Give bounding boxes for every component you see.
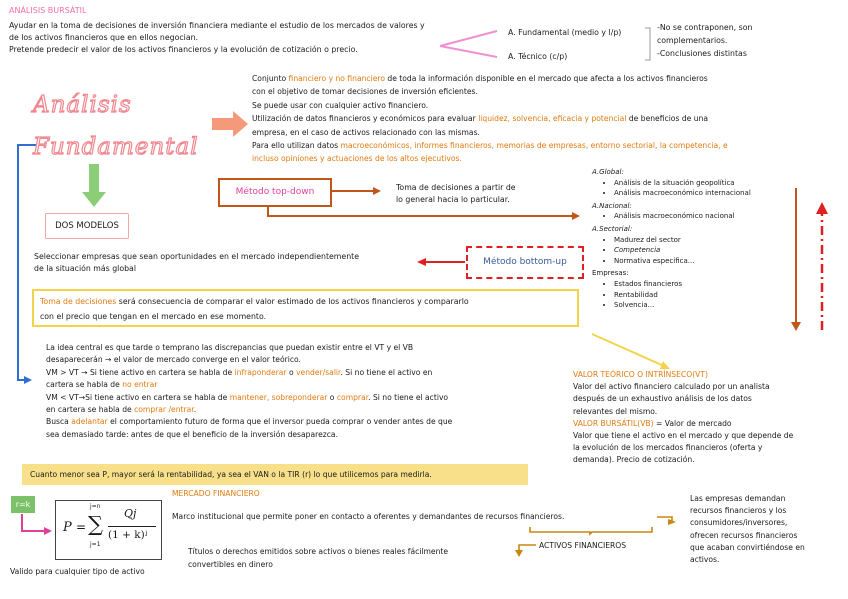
top-down-box: Método top-down xyxy=(218,178,332,207)
types-note-2: complementarios. xyxy=(657,36,728,45)
main-title-line-2: Fundamental xyxy=(33,134,199,160)
bottom-up-description: Seleccionar empresas que sean oportunidades en el mercado independientemente de la situación más global xyxy=(34,252,359,274)
page-title: ANÁLISIS BURSÁTIL xyxy=(9,6,87,15)
bottom-up-box: Método bottom-up xyxy=(466,246,584,279)
types-note-1: -No se contraponen, son xyxy=(657,23,753,32)
market-title: MERCADO FINANCIERO xyxy=(172,489,260,498)
formula-note: Valido para cualquier tipo de activo xyxy=(10,567,145,576)
green-arrow xyxy=(82,164,106,207)
type-tecnico: A. Técnico (c/p) xyxy=(508,52,568,61)
main-title-line-1: Análisis xyxy=(33,92,132,118)
type-fundamental: A. Fundamental (medio y l/p) xyxy=(508,28,622,37)
values-block: VALOR TEÓRICO O INTRÍNSECO(VT) Valor del activo financiero calculado por un analista después de un exhaustivo análisis de los datos relevantes del mismo. VALOR BURSÁTIL(VB) = Valor de mercado Valor que tiene el activo en el mercado y que depende de la evolución de los mercados financieros (oferta y demanda). Precio de cotización. xyxy=(573,370,794,465)
fork-line-top xyxy=(440,31,497,46)
highlight-bar: Cuanto menor sea P, mayor será la rentabilidad, ya sea el VAN o la TIR (r) lo que utilicemos para medirla. xyxy=(22,464,528,485)
levels-list: A.Global: • Análisis de la situación geopolítica • Análisis macroeconómico internacional A.Nacional: • Análisis macroeconómico nacional A.Sectorial: • Madurez del sector • Competencia • Normativa específica... Empresas: • Estados financieros • Rentabilidad • Solvencia... xyxy=(592,167,751,311)
header-line-2: de los activos financieros que en ellos negocian. xyxy=(9,33,199,43)
types-notes xyxy=(657,21,752,60)
activos-title: ACTIVOS FINANCIEROS xyxy=(539,541,627,550)
header-text xyxy=(9,20,425,57)
header-line-3: Pretende predecir el valor de los activos financieros y la evolución de cotización o precio. xyxy=(9,45,358,55)
header-line-1: Ayudar en la toma de decisiones de inversión financiera mediante el estudio de los mercados de valores y xyxy=(9,21,425,30)
formula-box: P = j=n ∑ j=1 Qj (1 + k)ʲ xyxy=(55,500,162,560)
idea-block: La idea central es que tarde o temprano las discrepancias que puedan existir entre el VT y el VB desaparecerán → el valor de mercado converge en el valor teórico. VM > VT → Si tiene activo en cartera se habla de infraponderar o vender/salir. Si no tiene el activo en cartera se habla de no entrar VM < VT→Si tiene activo en cartera se habla de mantener, sobreponderar o comprar. Si no tiene el activo en cartera se habla de comprar /entrar. Busca adelantar el comportamiento futuro de forma que el inversor pueda comprar o vender antes de que sea demasiado tarde: antes de que el beneficio de la inversión desaparezca. xyxy=(46,343,453,439)
fork-line-bottom xyxy=(440,46,497,57)
decision-box: Toma de decisiones será consecuencia de comparar el valor estimado de los activos financieros y compararlo con el precio que tengan en el mercado en ese momento. xyxy=(32,289,579,327)
types-bracket xyxy=(645,28,650,60)
r-equals-k-badge: r=k xyxy=(11,496,35,513)
types-note-3: -Conclusiones distintas xyxy=(657,49,747,58)
market-actors: Las empresas demandan recursos financieros y los consumidores/inversores, ofrecen recursos financieros que acaban convirtiéndose en activos. xyxy=(690,494,805,565)
dos-modelos-label: DOS MODELOS xyxy=(45,213,129,239)
definition-block: Conjunto financiero y no financiero de toda la información disponible en el mercado que afecta a los activos financieros con el objetivo de tomar decisiones de inversión eficientes. Se puede usar con cualquier activo financiero. Utilización de datos financieros y económicos para evaluar liquidez, solvencia, eficacia y potencial de beneficios de una empresa, en el caso de activos relacionado con las mismas. Para ello utilizan datos macroeconómicos, informes financieros, memorias de empresas, entorno sectorial, la competencia, e incluso opiniones y actuaciones de los altos ejecutivos. xyxy=(252,74,728,164)
salmon-arrow xyxy=(212,111,248,137)
activos-description: Títulos o derechos emitidos sobre activos o bienes reales fácilmente convertibles en dinero xyxy=(188,547,449,569)
market-description: Marco institucional que permite poner en contacto a oferentes y demandantes de recursos financieros. xyxy=(172,512,565,521)
top-down-description: Toma de decisiones a partir de lo general hacia lo particular. xyxy=(396,183,516,205)
